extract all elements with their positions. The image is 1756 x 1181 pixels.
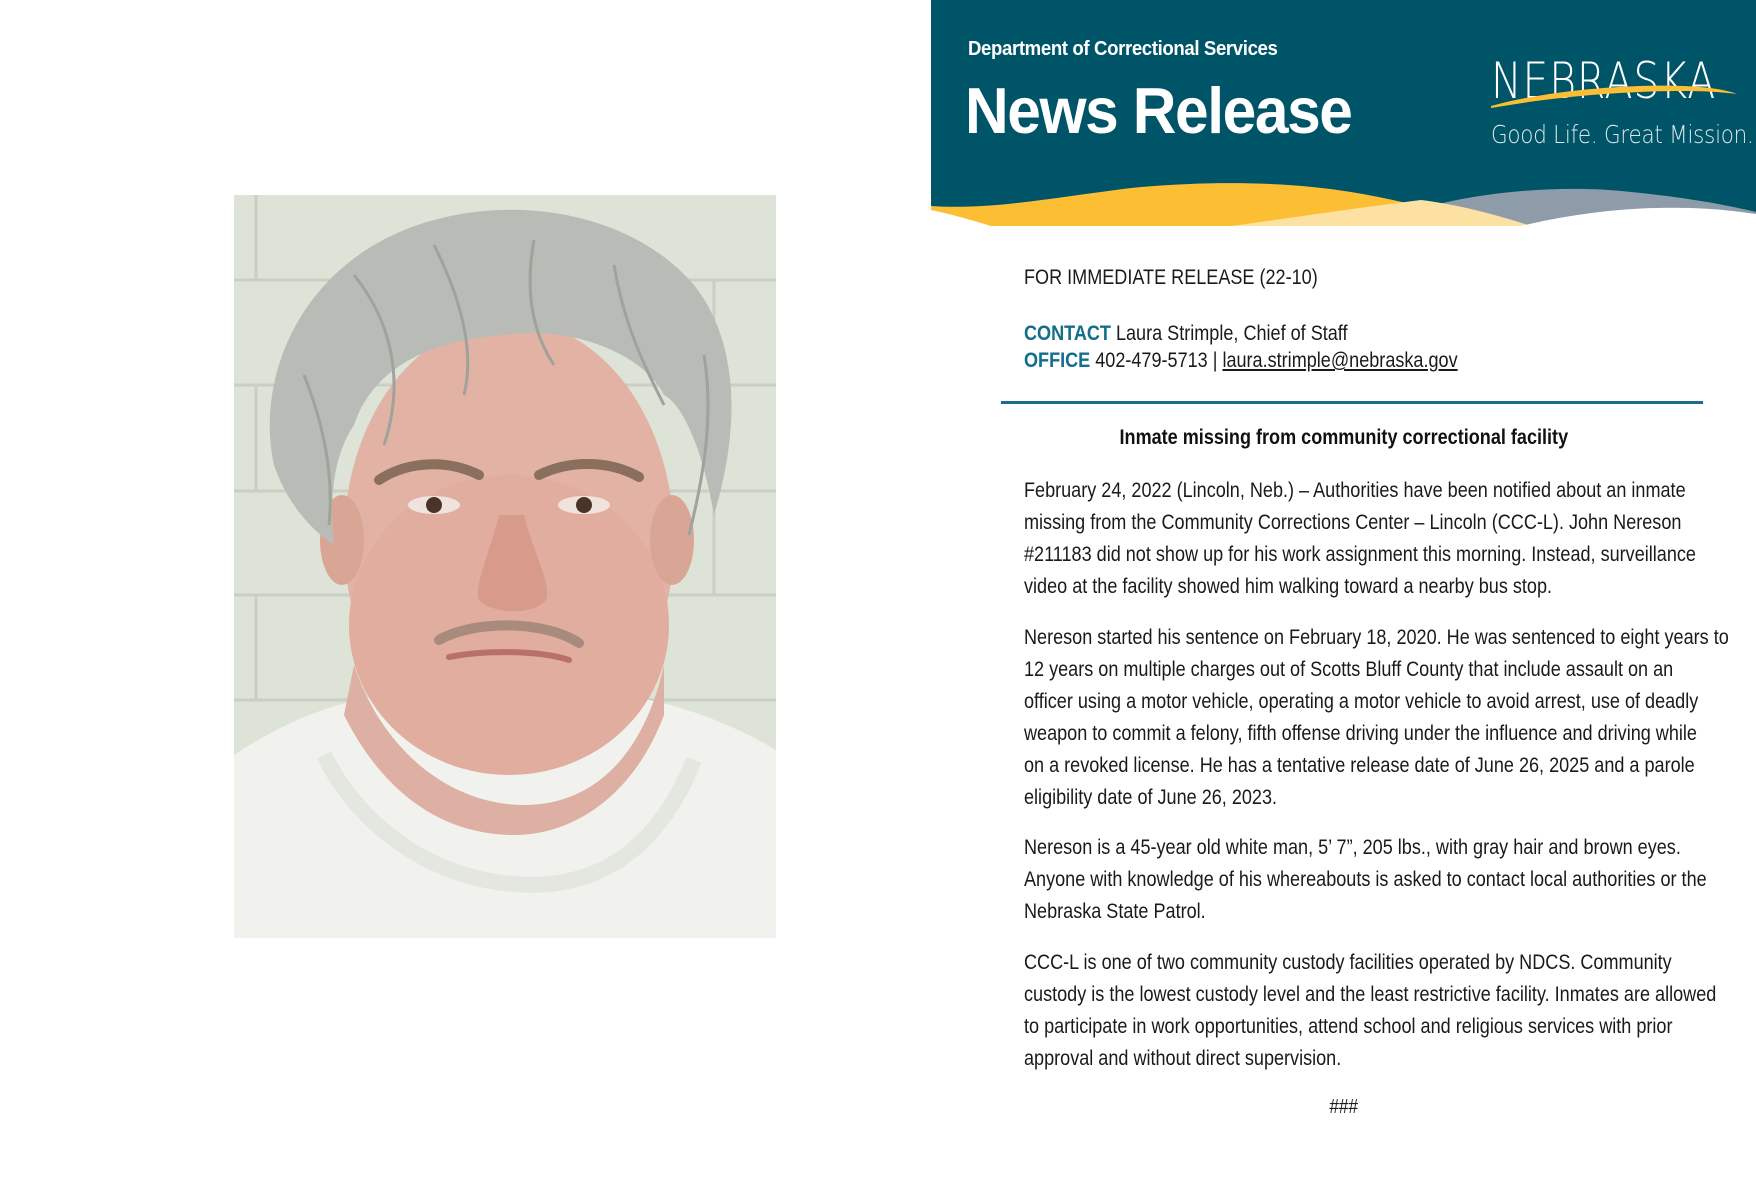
- inmate-photo: [234, 195, 776, 938]
- section-divider: [1001, 401, 1703, 404]
- paragraph-3: [1024, 832, 1756, 928]
- nebraska-logo: [1489, 52, 1754, 162]
- paragraph-line: approval and without direct supervision.: [1024, 1047, 1342, 1070]
- contact-label: CONTACT: [1024, 322, 1111, 345]
- paragraph-line: Anyone with knowledge of his whereabouts is asked to contact local authorities or the: [1024, 868, 1707, 891]
- paragraph-line: on a revoked license. He has a tentative release date of June 26, 2025 and a parole: [1024, 754, 1695, 777]
- paragraph-4: [1024, 947, 1756, 1075]
- paragraph-line: February 24, 2022 (Lincoln, Neb.) – Authorities have been notified about an inmate: [1024, 479, 1686, 502]
- end-mark: [931, 1096, 1756, 1119]
- department-name: Department of Correctional Services: [968, 38, 1278, 60]
- contact-value: Laura Strimple, Chief of Staff: [1115, 322, 1348, 345]
- paragraph-2: [1024, 622, 1756, 814]
- paragraph-line: Nereson started his sentence on February 18, 2020. He was sentenced to eight years to: [1024, 626, 1729, 649]
- paragraph-line: 12 years on multiple charges out of Scotts Bluff County that include assault on an: [1024, 658, 1674, 681]
- release-number: FOR IMMEDIATE RELEASE (22-10): [1024, 266, 1318, 289]
- paragraph-line: weapon to commit a felony, fifth offense driving under the influence and driving while: [1024, 722, 1697, 745]
- end-mark-text: ###: [1329, 1096, 1358, 1118]
- paragraph-1: [1024, 475, 1756, 603]
- portrait-illustration: [234, 195, 776, 938]
- office-phone: 402-479-5713 |: [1095, 349, 1223, 372]
- paragraph-line: to participate in work opportunities, attend school and religious services with prior: [1024, 1015, 1673, 1038]
- paragraph-line: custody is the lowest custody level and the least restrictive facility. Inmates are allowed: [1024, 983, 1717, 1006]
- contact-email-link[interactable]: laura.strimple@nebraska.gov: [1222, 349, 1458, 372]
- paragraph-line: #211183 did not show up for his work assignment this morning. Instead, surveillance: [1024, 543, 1696, 566]
- paragraph-line: Nereson is a 45-year old white man, 5’ 7”, 205 lbs., with gray hair and brown eyes.: [1024, 836, 1681, 859]
- paragraph-line: missing from the Community Corrections Center – Lincoln (CCC-L). John Nereson: [1024, 511, 1682, 534]
- paragraph-line: eligibility date of June 26, 2023.: [1024, 786, 1278, 809]
- paragraph-line: officer using a motor vehicle, operating a motor vehicle to avoid arrest, use of deadly: [1024, 690, 1699, 713]
- office-line: [1024, 345, 1458, 377]
- office-label: OFFICE: [1024, 349, 1091, 372]
- swoosh-icon: [1489, 78, 1739, 118]
- nebraska-tagline: Good Life. Great Mission.: [1491, 120, 1754, 149]
- headline: [931, 426, 1756, 450]
- paragraph-line: video at the facility showed him walking toward a nearby bus stop.: [1024, 575, 1553, 598]
- headline-text: Inmate missing from community correctional facility: [1119, 426, 1568, 449]
- news-release-document: [931, 0, 1756, 1181]
- page-title: News Release: [965, 74, 1352, 147]
- news-release-banner: [931, 0, 1756, 226]
- paragraph-line: CCC-L is one of two community custody facilities operated by NDCS. Community: [1024, 951, 1672, 974]
- paragraph-line: Nebraska State Patrol.: [1024, 900, 1206, 923]
- nebraska-wordmark: NEBRASKA: [1491, 52, 1717, 110]
